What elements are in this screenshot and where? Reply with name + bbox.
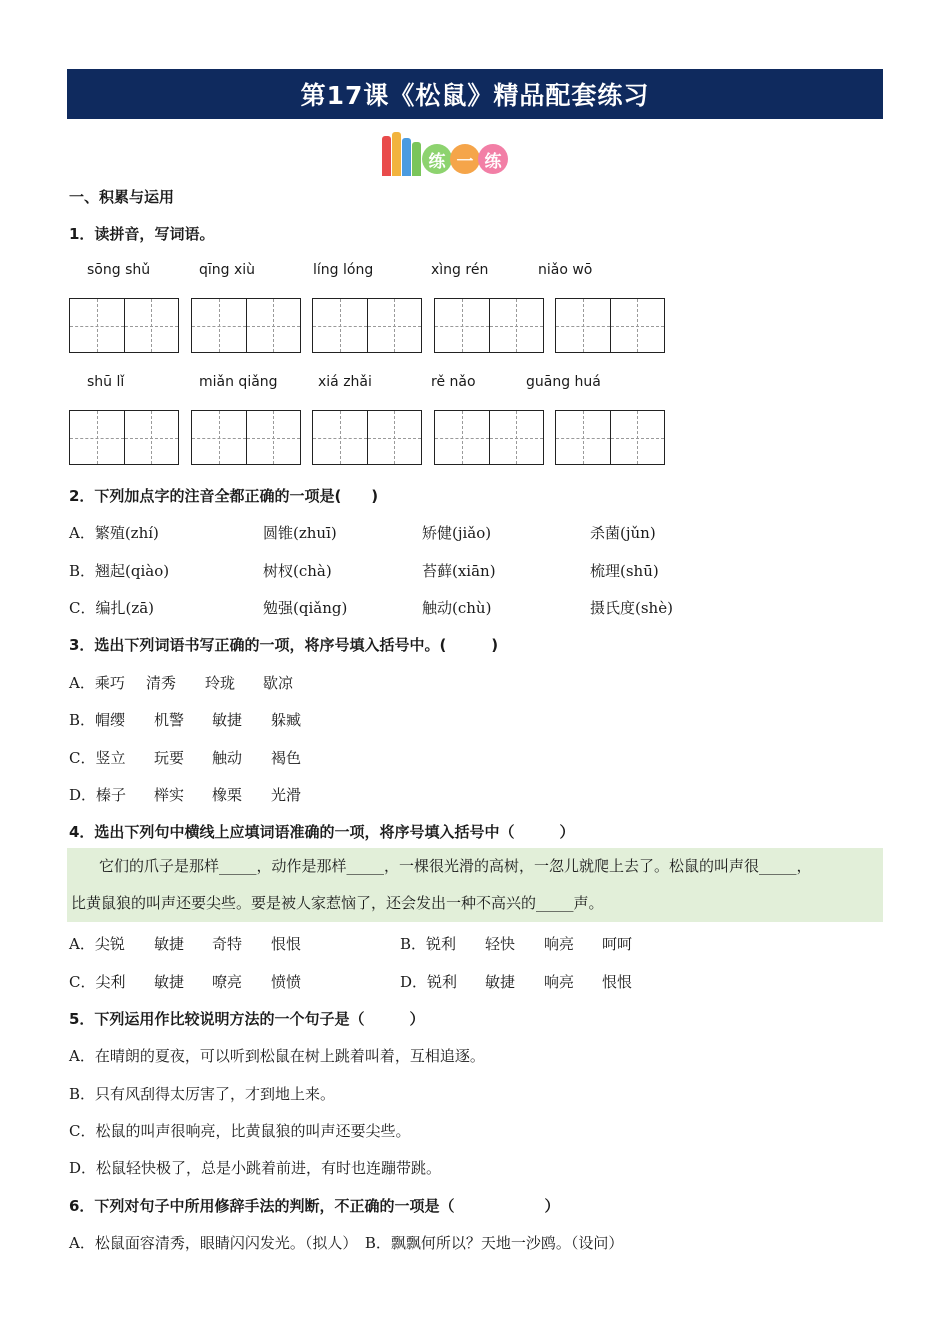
q4-option: C．尖利 (69, 973, 126, 991)
q4-option: 敏捷 (154, 973, 185, 991)
q4-option: 响亮 (544, 973, 575, 991)
q3-option: 褐色 (271, 749, 302, 767)
q3-option: 玩要 (154, 749, 185, 767)
q2-stem: 2．下列加点字的注音全都正确的一项是( ) (69, 487, 379, 505)
q5-option: C．松鼠的叫声很响亮，比黄鼠狼的叫声还要尖些。 (69, 1122, 411, 1140)
q3-option: C．竖立 (69, 749, 126, 767)
q2-option: 圆锥(zhuī) (263, 524, 337, 542)
q3-stem: 3．选出下列词语书写正确的一项，将序号填入括号中。( ) (69, 636, 499, 654)
q2-option: C．编扎(zā) (69, 599, 155, 617)
q4-option: 敏捷 (154, 935, 185, 953)
q5-option: A．在晴朗的夏夜，可以听到松鼠在树上跳着叫着，互相追逐。 (69, 1047, 485, 1065)
pencil-decoration-icon (402, 138, 411, 176)
q2-option: 摄氏度(shè) (590, 599, 673, 617)
q3-option: 橡栗 (212, 786, 243, 804)
badge-char-1: 练 (422, 144, 452, 174)
pinyin-label: niǎo wō (538, 262, 593, 278)
passage-line: 它们的爪子是那样_____，动作是那样_____，一棵很光滑的高树，一忽儿就爬上去了。松鼠的叫声很_____， (99, 857, 812, 875)
page-title: 第17课《松鼠》精品配套练习 (67, 69, 883, 119)
q5-stem: 5．下列运用作比较说明方法的一个句子是（ ） (69, 1010, 425, 1028)
q3-option: 躲臧 (271, 711, 302, 729)
q2-option: A．繁殖(zhí) (69, 524, 159, 542)
pencil-decoration-icon (382, 136, 391, 176)
writing-grid[interactable] (312, 298, 422, 353)
writing-grid[interactable] (434, 298, 544, 353)
section-heading: 一、积累与运用 (69, 188, 175, 206)
practice-badge (380, 132, 520, 176)
q5-option: D．松鼠轻快极了，总是小跳着前进，有时也连蹦带跳。 (69, 1159, 442, 1177)
q4-option: 呵呵 (602, 935, 633, 953)
q3-option: A．乘巧 (69, 674, 125, 692)
q4-stem: 4．选出下列句中横线上应填词语准确的一项，将序号填入括号中（ ） (69, 823, 575, 841)
pencil-decoration-icon (412, 142, 421, 176)
passage-line: 比黄鼠狼的叫声还要尖些。要是被人家惹恼了，还会发出一种不高兴的_____声。 (71, 894, 604, 912)
q3-option: 触动 (212, 749, 243, 767)
writing-grid[interactable] (69, 410, 179, 465)
writing-grid[interactable] (312, 410, 422, 465)
pinyin-label: rě nǎo (431, 374, 476, 390)
writing-grid[interactable] (191, 410, 301, 465)
writing-grid[interactable] (555, 298, 665, 353)
q4-option: 奇特 (212, 935, 243, 953)
q3-option: 玲珑 (205, 674, 236, 692)
pinyin-label: qīng xiù (199, 262, 256, 278)
pinyin-label: shū lǐ (87, 374, 125, 390)
writing-grid[interactable] (191, 298, 301, 353)
writing-grid[interactable] (69, 298, 179, 353)
q3-option: 清秀 (146, 674, 177, 692)
q2-option: 梳理(shū) (590, 562, 659, 580)
q2-option: 触动(chù) (422, 599, 492, 617)
q3-option: 敏捷 (212, 711, 243, 729)
q3-option: 榉实 (154, 786, 185, 804)
q2-option: 矫健(jiǎo) (422, 524, 492, 542)
q6-option: A．松鼠面容清秀，眼睛闪闪发光。（拟人） B．飘飘何所以？天地一沙鸥。（设问） (69, 1234, 624, 1252)
q1-stem: 1．读拼音，写词语。 (69, 225, 215, 243)
pinyin-label: xiá zhǎi (318, 374, 372, 390)
badge-char-2: 一 (450, 144, 480, 174)
q3-option: 机警 (154, 711, 185, 729)
reading-passage (67, 848, 883, 922)
pinyin-label: miǎn qiǎng (199, 374, 278, 390)
q4-option: D．锐利 (400, 973, 458, 991)
q4-option: 恨恨 (602, 973, 633, 991)
q3-option: 光滑 (271, 786, 302, 804)
writing-grid[interactable] (555, 410, 665, 465)
q6-stem: 6．下列对句子中所用修辞手法的判断，不正确的一项是（ ） (69, 1197, 560, 1215)
q4-option: 嘹亮 (212, 973, 243, 991)
q4-option: 愤愤 (271, 973, 302, 991)
q4-option: 恨恨 (271, 935, 302, 953)
q4-option: B．锐利 (400, 935, 457, 953)
q4-option: 敏捷 (485, 973, 516, 991)
pinyin-label: sōng shǔ (87, 262, 151, 278)
pencil-decoration-icon (392, 132, 401, 176)
q2-option: 苔藓(xiān) (422, 562, 496, 580)
q2-option: 树杈(chà) (263, 562, 332, 580)
q4-option: A．尖锐 (69, 935, 125, 953)
q5-option: B．只有风刮得太厉害了，才到地上来。 (69, 1085, 336, 1103)
q3-option: 歇凉 (263, 674, 294, 692)
pinyin-label: líng lóng (313, 262, 374, 278)
pinyin-label: xìng rén (431, 262, 489, 278)
writing-grid[interactable] (434, 410, 544, 465)
badge-char-3: 练 (478, 144, 508, 174)
pinyin-label: guāng huá (526, 374, 601, 390)
q2-option: 勉强(qiǎng) (263, 599, 348, 617)
q3-option: B．帽缨 (69, 711, 126, 729)
q4-option: 响亮 (544, 935, 575, 953)
q3-option: D．榛子 (69, 786, 127, 804)
q2-option: B．翘起(qiào) (69, 562, 170, 580)
q2-option: 杀菌(jǔn) (590, 524, 656, 542)
q4-option: 轻快 (485, 935, 516, 953)
